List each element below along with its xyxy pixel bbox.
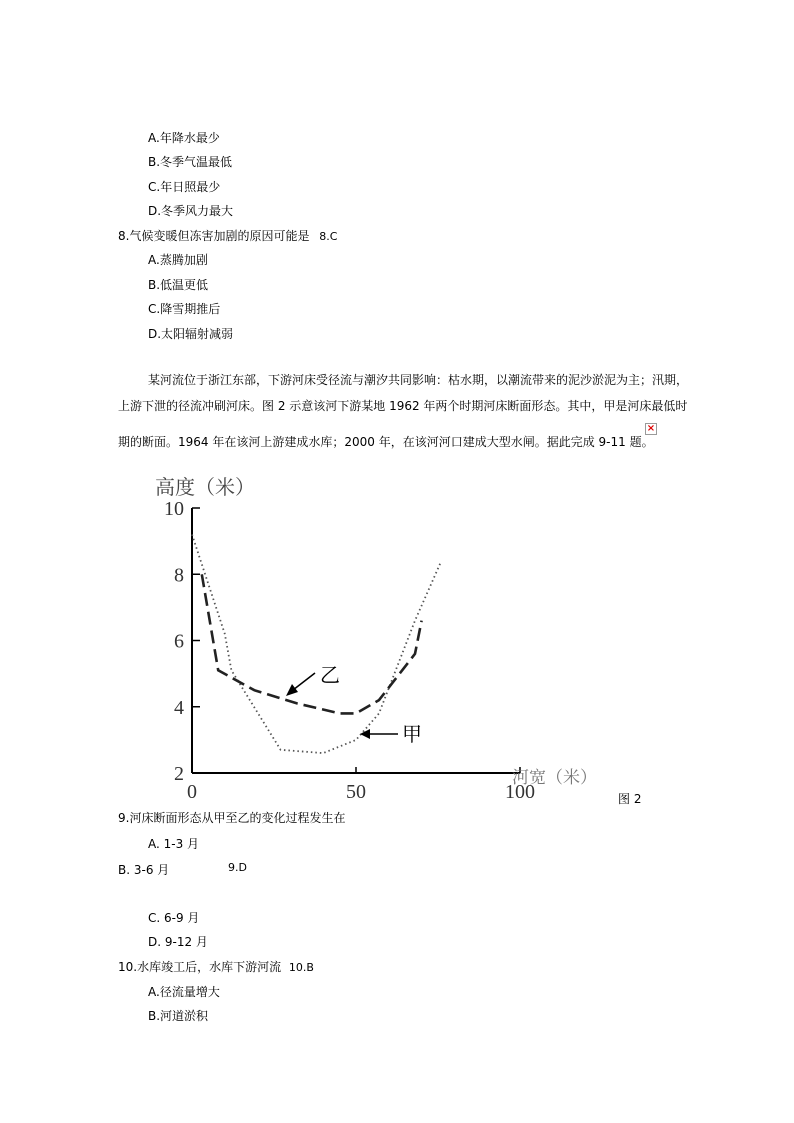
q10-question xyxy=(118,959,314,976)
riverbed-profile-chart xyxy=(140,468,600,808)
q9-option-b: B. 3-6 月 xyxy=(118,863,170,877)
passage-line-2: 上游下泄的径流冲刷河床。图 2 示意该河下游某地 1962 年两个时期河床断面形态。其中，甲是河床最低时 xyxy=(118,399,688,413)
q8-question xyxy=(118,228,337,245)
q9-option-d: D. 9-12 月 xyxy=(148,935,208,949)
q7-option-d: D.冬季风力最大 xyxy=(148,204,234,218)
q8-answer: 8.C xyxy=(319,230,338,243)
x-axis-label: 河宽（米） xyxy=(512,768,597,787)
q10-option-b: B.河道淤积 xyxy=(148,1009,209,1023)
q8-option-c: C.降雪期推后 xyxy=(148,302,221,316)
q8-option-a: A.蒸腾加剧 xyxy=(148,253,208,267)
label-yi-annotation xyxy=(286,665,340,696)
q7-option-c: C.年日照最少 xyxy=(148,180,221,194)
q7-option-a: A.年降水最少 xyxy=(148,131,220,145)
broken-image-icon: × xyxy=(646,423,656,434)
passage-line-3: 期的断面。1964 年在该河上游建成水库；2000 年，在该河河口建成大型水闸。据此完成 9-11 题。 xyxy=(118,435,654,449)
q7-option-b: B.冬季气温最低 xyxy=(148,155,233,169)
q8-option-b: B.低温更低 xyxy=(148,278,209,292)
y-tick-label: 6 xyxy=(174,630,184,653)
q10-option-a: A.径流量增大 xyxy=(148,985,220,999)
y-axis-label: 高度（米） xyxy=(155,477,255,499)
q8-question-text: 8.气候变暖但冻害加剧的原因可能是 xyxy=(118,229,310,243)
y-tick-label: 4 xyxy=(174,696,184,719)
q9-option-c: C. 6-9 月 xyxy=(148,911,200,925)
series-jia-label: 甲 xyxy=(402,724,422,746)
x-tick-label: 50 xyxy=(346,781,366,803)
y-tick-label: 10 xyxy=(164,498,184,520)
series-yi-label: 乙 xyxy=(320,665,340,687)
chart-axes xyxy=(192,508,520,773)
q9-question: 9.河床断面形态从甲至乙的变化过程发生在 xyxy=(118,811,346,825)
label-jia-annotation xyxy=(360,724,422,746)
q9-answer: 9.D xyxy=(228,861,247,874)
figure-label: 图 2 xyxy=(618,792,642,806)
series-line-yi xyxy=(202,574,422,713)
x-tick-label: 100 xyxy=(505,781,535,803)
q8-option-d: D.太阳辐射减弱 xyxy=(148,327,234,341)
y-tick-label: 8 xyxy=(174,564,184,587)
passage-line-1: 某河流位于浙江东部，下游河床受径流与潮汐共同影响：枯水期，以潮流带来的泥沙淤泥为主；汛期， xyxy=(148,373,689,387)
series-line-jia xyxy=(192,535,441,754)
q9-option-a: A. 1-3 月 xyxy=(148,837,200,851)
y-tick-label: 2 xyxy=(174,763,184,785)
q10-answer: 10.B xyxy=(288,961,314,974)
q10-question-text: 10.水库竣工后，水库下游河流 xyxy=(118,960,282,974)
x-tick-label: 0 xyxy=(187,781,197,803)
